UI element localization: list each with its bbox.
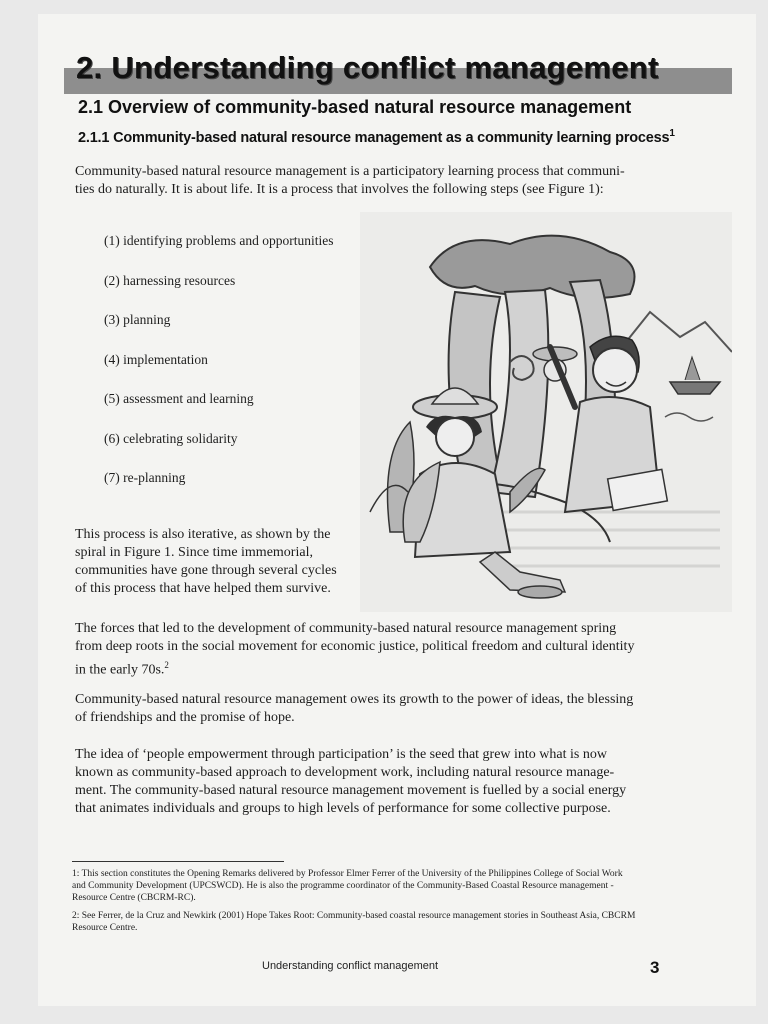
idea-line-2: known as community-based approach to development work, including natural resource manage- <box>75 765 615 780</box>
chapter-title: 2. Understanding conflict management <box>76 50 659 85</box>
footnote-2 <box>72 910 672 934</box>
footnote-1-line-2: and Community Development (UPCSWCD). He is also the programme coordinator of the Community-Based Coastal Resource management - <box>72 881 614 891</box>
footnote-2-line-1: 2: See Ferrer, de la Cruz and Newkirk (2001) Hope Takes Root: Community-based coastal resource management stories in Southeast Asia, CBCRM <box>72 911 636 921</box>
list-item: (4) implementation <box>104 351 208 367</box>
list-item: (2) harnessing resources <box>104 272 236 288</box>
footnote-1-line-3: Resource Centre (CBCRM-RC). <box>72 893 196 903</box>
list-item: (5) assessment and learning <box>104 391 254 406</box>
iterative-paragraph <box>75 526 337 598</box>
subsection-heading <box>78 128 675 146</box>
forces-line-3: in the early 70s. <box>75 662 165 678</box>
forces-paragraph <box>75 620 634 680</box>
intro-paragraph <box>75 163 625 199</box>
forces-line-2: from deep roots in the social movement for economic justice, political freedom and cultural identity <box>75 639 635 654</box>
footnote-ref-1: 1 <box>669 128 675 139</box>
iterative-line-4: of this process that have helped them survive. <box>75 581 331 596</box>
footnote-ref-2: 2 <box>164 660 169 670</box>
subsection-heading-text: 2.1.1 Community-based natural resource management as a community learning process <box>78 129 670 146</box>
idea-line-1: The idea of ‘people empowerment through participation’ is the seed that grew into what is now <box>75 747 607 762</box>
process-steps-list <box>104 232 333 509</box>
intro-line-1: Community-based natural resource management is a participatory learning process that communi- <box>75 164 625 179</box>
running-footer: Understanding conflict management <box>262 960 439 972</box>
page-number: 3 <box>650 958 660 977</box>
list-item: (1) identifying problems and opportunities <box>104 233 334 248</box>
owes-paragraph <box>75 691 633 727</box>
intro-line-2: ties do naturally. It is about life. It is a process that involves the following steps (see Figure 1): <box>75 182 604 197</box>
community-illustration <box>360 212 732 612</box>
section-heading: 2.1 Overview of community-based natural resource management <box>78 97 632 117</box>
list-item: (3) planning <box>104 312 171 327</box>
forces-line-1: The forces that led to the development of community-based natural resource management spring <box>75 621 617 636</box>
footnote-1 <box>72 868 672 904</box>
list-item: (6) celebrating solidarity <box>104 430 238 446</box>
list-item: (7) re-planning <box>104 470 186 485</box>
idea-line-3: ment. The community-based natural resource management movement is fuelled by a social energy <box>75 783 627 798</box>
footnote-1-line-1: 1: This section constitutes the Opening Remarks delivered by Professor Elmer Ferrer of the University of the Philippines College of Social Work <box>72 869 623 879</box>
footnote-divider <box>72 861 284 862</box>
footnote-2-line-2: Resource Centre. <box>72 923 138 933</box>
owes-line-2: of friendships and the promise of hope. <box>75 710 295 725</box>
idea-paragraph <box>75 746 626 818</box>
idea-line-4: that animates individuals and groups to high levels of performance for some collective purpose. <box>75 801 611 816</box>
iterative-line-1: This process is also iterative, as shown by the <box>75 527 331 542</box>
iterative-line-2: spiral in Figure 1. Since time immemorial, <box>75 545 313 560</box>
iterative-line-3: communities have gone through several cycles <box>75 563 337 578</box>
owes-line-1: Community-based natural resource management owes its growth to the power of ideas, the blessing <box>75 692 634 707</box>
